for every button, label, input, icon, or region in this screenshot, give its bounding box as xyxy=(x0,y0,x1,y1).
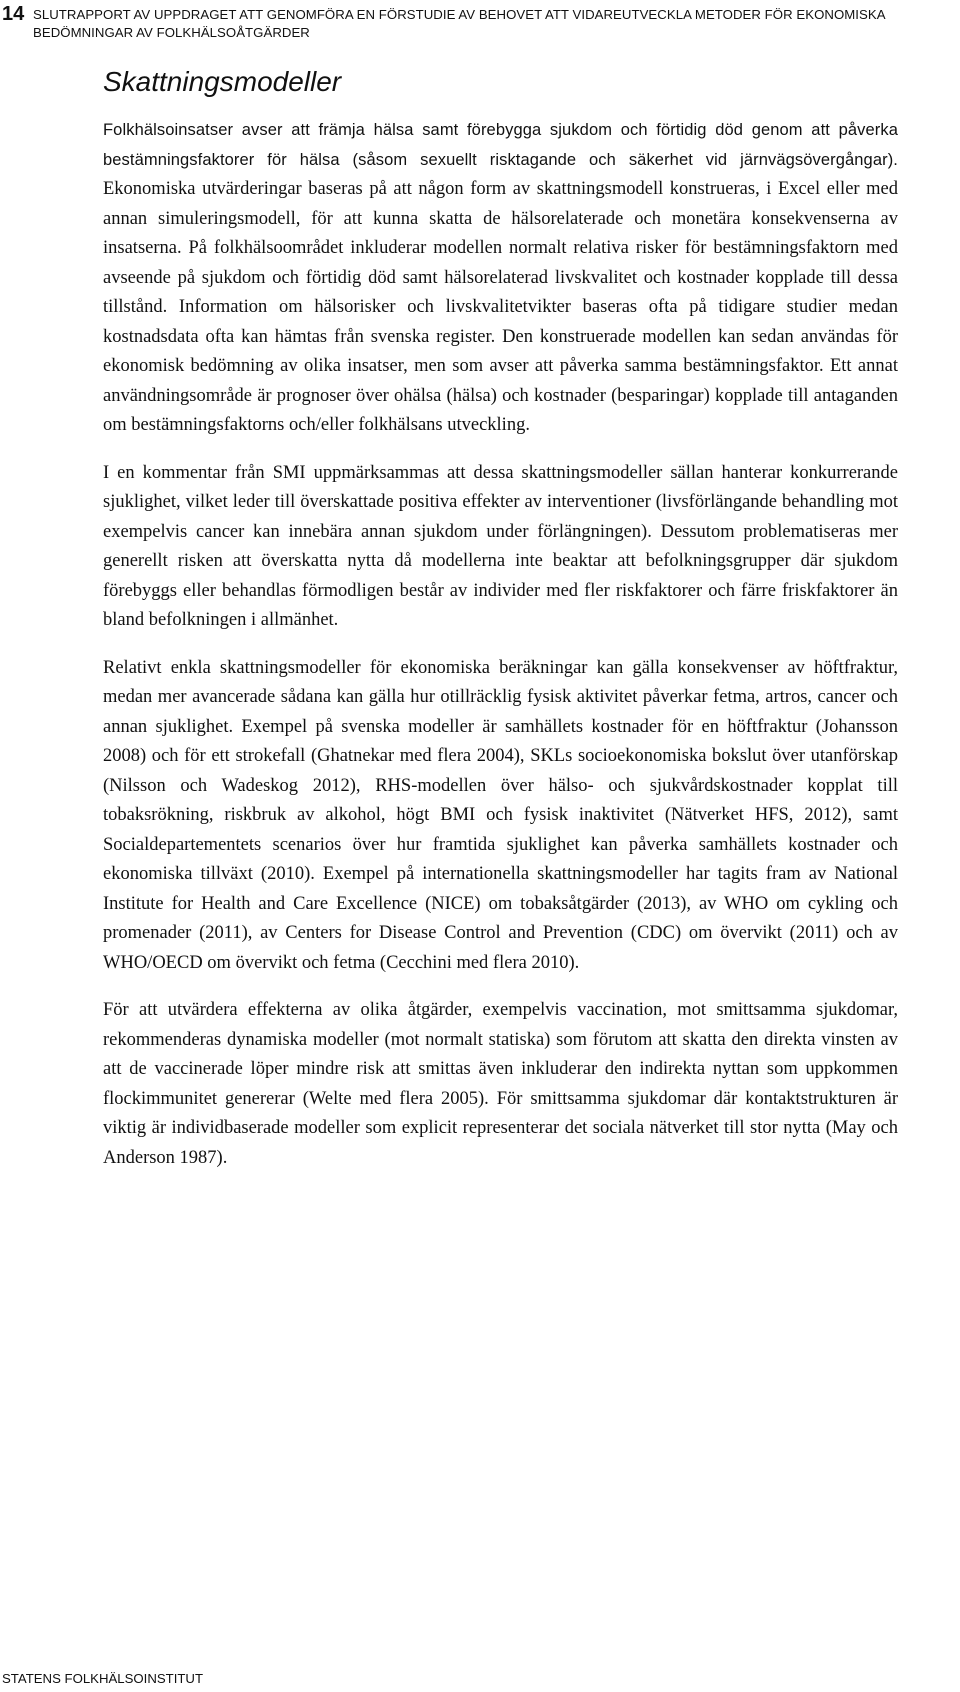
page-number: 14 xyxy=(2,3,25,25)
body-text xyxy=(103,116,898,1191)
paragraph-1-lead: Folkhälsoinsatser avser att främja hälsa samt förebygga sjukdom och förtidig död genom att påverka bestämningsfaktorer för hälsa (såsom sexuellt risktagande och säkerhet vid järnvägsövergångar). xyxy=(103,121,898,169)
page-footer: STATENS FOLKHÄLSOINSTITUT xyxy=(2,1671,204,1686)
section-title: Skattningsmodeller xyxy=(103,66,342,97)
paragraph-1 xyxy=(103,116,898,441)
paragraph-2: I en kommentar från SMI uppmärksammas att dessa skattningsmodeller sällan hanterar konkurrerande sjuklighet, vilket leder till överskattade positiva effekter av interventioner (livsförlängande behandling mot exempelvis cancer kan innebära annan sjukdom under förlängningen). Dessutom problematiseras mer generellt risken att överskatta nytta då modellerna inte beaktar att befolkningsgrupper där sjukdom förebyggs eller behandlas förmodligen består av individer med fler riskfaktorer och färre friskfaktorer än bland befolkningen i allmänhet. xyxy=(103,462,898,630)
paragraph-1-rest: Ekonomiska utvärderingar baseras på att någon form av skattningsmodell konstrueras, i Excel eller med annan simuleringsmodell, för att kunna skatta de hälsorelaterade och monetära konsekvenserna av insatserna. På folkhälsoområdet inkluderar modellen normalt relativa risker för bestämningsfaktorn med avseende på sjukdom och förtidig död samt hälsorelaterad livskvalitet och kostnader kopplade till dessa tillstånd. Information om hälsorisker och livskvalitetvikter baseras ofta på tidigare studier medan kostnadsdata ofta kan hämtas från svenska register. Den konstruerade modellen kan sedan användas för ekonomisk bedömning av olika insatser, men som avser att påverka samma bestämningsfaktor. Ett annat användningsområde är prognoser över ohälsa (hälsa) och kostnader (besparingar) kopplade till antaganden om bestämningsfaktorns och/eller folkhälsans utveckling. xyxy=(103,179,898,435)
report-title: SLUTRAPPORT AV UPPDRAGET ATT GENOMFÖRA EN FÖRSTUDIE AV BEHOVET ATT VIDAREUTVECKLA METODER FÖR EKONOMISKA BEDÖMNINGAR AV FOLKHÄLSOÅTGÄRDER xyxy=(33,7,885,40)
paragraph-4: För att utvärdera effekterna av olika åtgärder, exempelvis vaccination, mot smittsamma sjukdomar, rekommenderas dynamiska modeller (mot normalt statiska) som förutom att skatta den direkta vinsten av att de vaccinerade löper mindre risk att smittas även inkluderar den indirekta nyttan som uppkommen flockimmunitet genererar (Welte med flera 2005). För smittsamma sjukdomar där kontaktstrukturen är viktig är individbaserade modeller som explicit representerar det sociala nätverket till stor nytta (May och Anderson 1987). xyxy=(103,1000,898,1168)
paragraph-3: Relativt enkla skattningsmodeller för ekonomiska beräkningar kan gälla konsekvenser av höftfraktur, medan mer avancerade sådana kan gälla hur otillräcklig fysisk aktivitet påverkar fetma, artros, cancer och annan sjuklighet. Exempel på svenska modeller är samhällets kostnader för en höftfraktur (Johansson 2008) och för ett strokefall (Ghatnekar med flera 2004), SKLs socioekonomiska bokslut över utanförskap (Nilsson och Wadeskog 2012), RHS-modellen över hälso- och sjukvårdskostnader kopplat till tobaksrökning, riskbruk av alkohol, högt BMI och fysisk inaktivitet (Nätverket HFS, 2012), samt Socialdepartementets scenarios över hur framtida sjuklighet kan påverka samhällets kostnader och ekonomiska tillväxt (2010). Exempel på internationella skattningsmodeller har tagits fram av National Institute for Health and Care Excellence (NICE) om tobaksåtgärder (2013), av WHO om cykling och promenader (2011), av Centers for Disease Control and Prevention (CDC) om övervikt (2011) och av WHO/OECD om övervikt och fetma (Cecchini med flera 2010). xyxy=(103,657,898,973)
